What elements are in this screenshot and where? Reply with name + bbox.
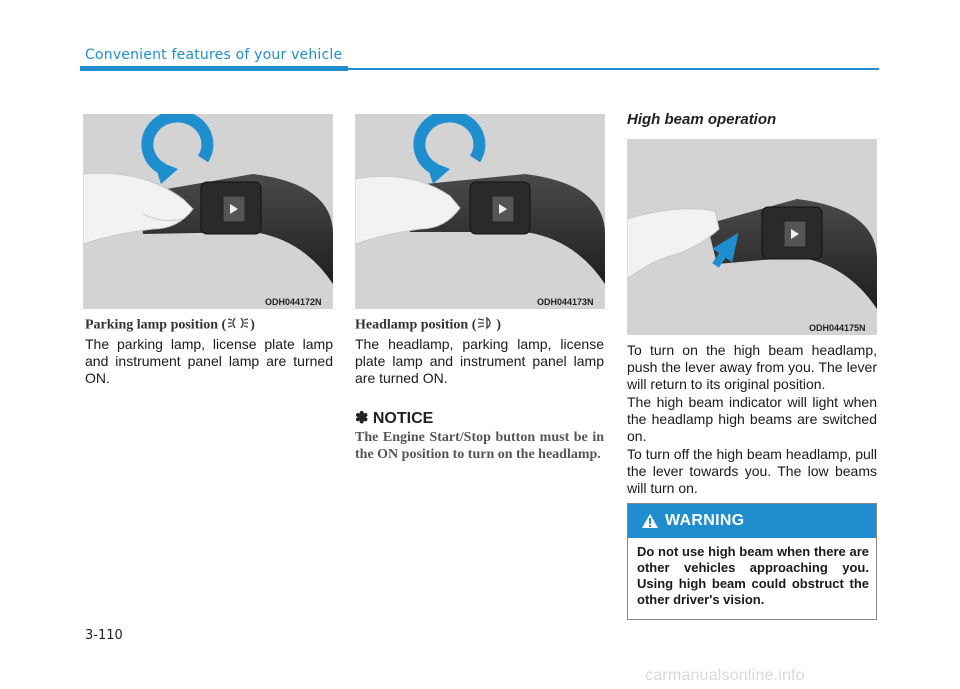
warning-header (628, 504, 876, 538)
figure-parking-lamp (83, 114, 333, 309)
headlamp-icon (477, 316, 495, 335)
header-rule-thick (80, 66, 348, 71)
parking-lamp-heading (85, 316, 255, 335)
heading-text: Headlamp position ( (355, 317, 477, 333)
heading-text: Parking lamp position ( (85, 317, 227, 333)
headlamp-heading (355, 316, 501, 335)
notice-text: The Engine Start/Stop button must be in the ON position to turn on the headlamp. (355, 430, 604, 462)
watermark: carmanualsonline.info (645, 667, 805, 684)
notice-title: ✽ NOTICE (355, 410, 434, 427)
figure-headlamp (355, 114, 605, 309)
parking-lamp-body: The parking lamp, license plate lamp and instrument panel lamp are turned ON. (85, 336, 333, 386)
high-beam-para-2: The high beam indicator will light when the headlamp high beams are switched on. (627, 394, 877, 444)
figure-high-beam (627, 139, 877, 335)
header-rule-thin (348, 68, 879, 70)
warning-box (627, 503, 877, 620)
parking-lamp-icon (227, 316, 249, 335)
lever-stalk-hand-photo-1 (83, 114, 333, 309)
lever-stalk-hand-photo-2 (355, 114, 605, 309)
heading-text-end: ) (496, 317, 502, 333)
warning-text: Do not use high beam when there are other vehicles approaching you. Using high beam could obstruct the other driver's vision. (637, 544, 869, 607)
warning-label: WARNING (665, 512, 745, 529)
high-beam-heading: High beam operation (627, 111, 777, 128)
high-beam-para-3: To turn off the high beam headlamp, pull the lever towards you. The low beams will turn on. (627, 446, 877, 496)
section-title: Convenient features of your vehicle (85, 47, 343, 63)
headlamp-body: The headlamp, parking lamp, license plate lamp and instrument panel lamp are turned ON. (355, 336, 604, 386)
warning-triangle-icon (641, 513, 659, 534)
high-beam-para-1: To turn on the high beam headlamp, push the lever away from you. The lever will return to its original position. (627, 342, 877, 392)
lever-stalk-hand-photo-3 (627, 139, 877, 335)
figure-caption-3: ODH044175N (809, 323, 866, 333)
heading-text-end: ) (250, 317, 255, 333)
figure-caption-2: ODH044173N (537, 297, 594, 307)
figure-caption-1: ODH044172N (265, 297, 322, 307)
page-number: 3-110 (85, 628, 123, 643)
